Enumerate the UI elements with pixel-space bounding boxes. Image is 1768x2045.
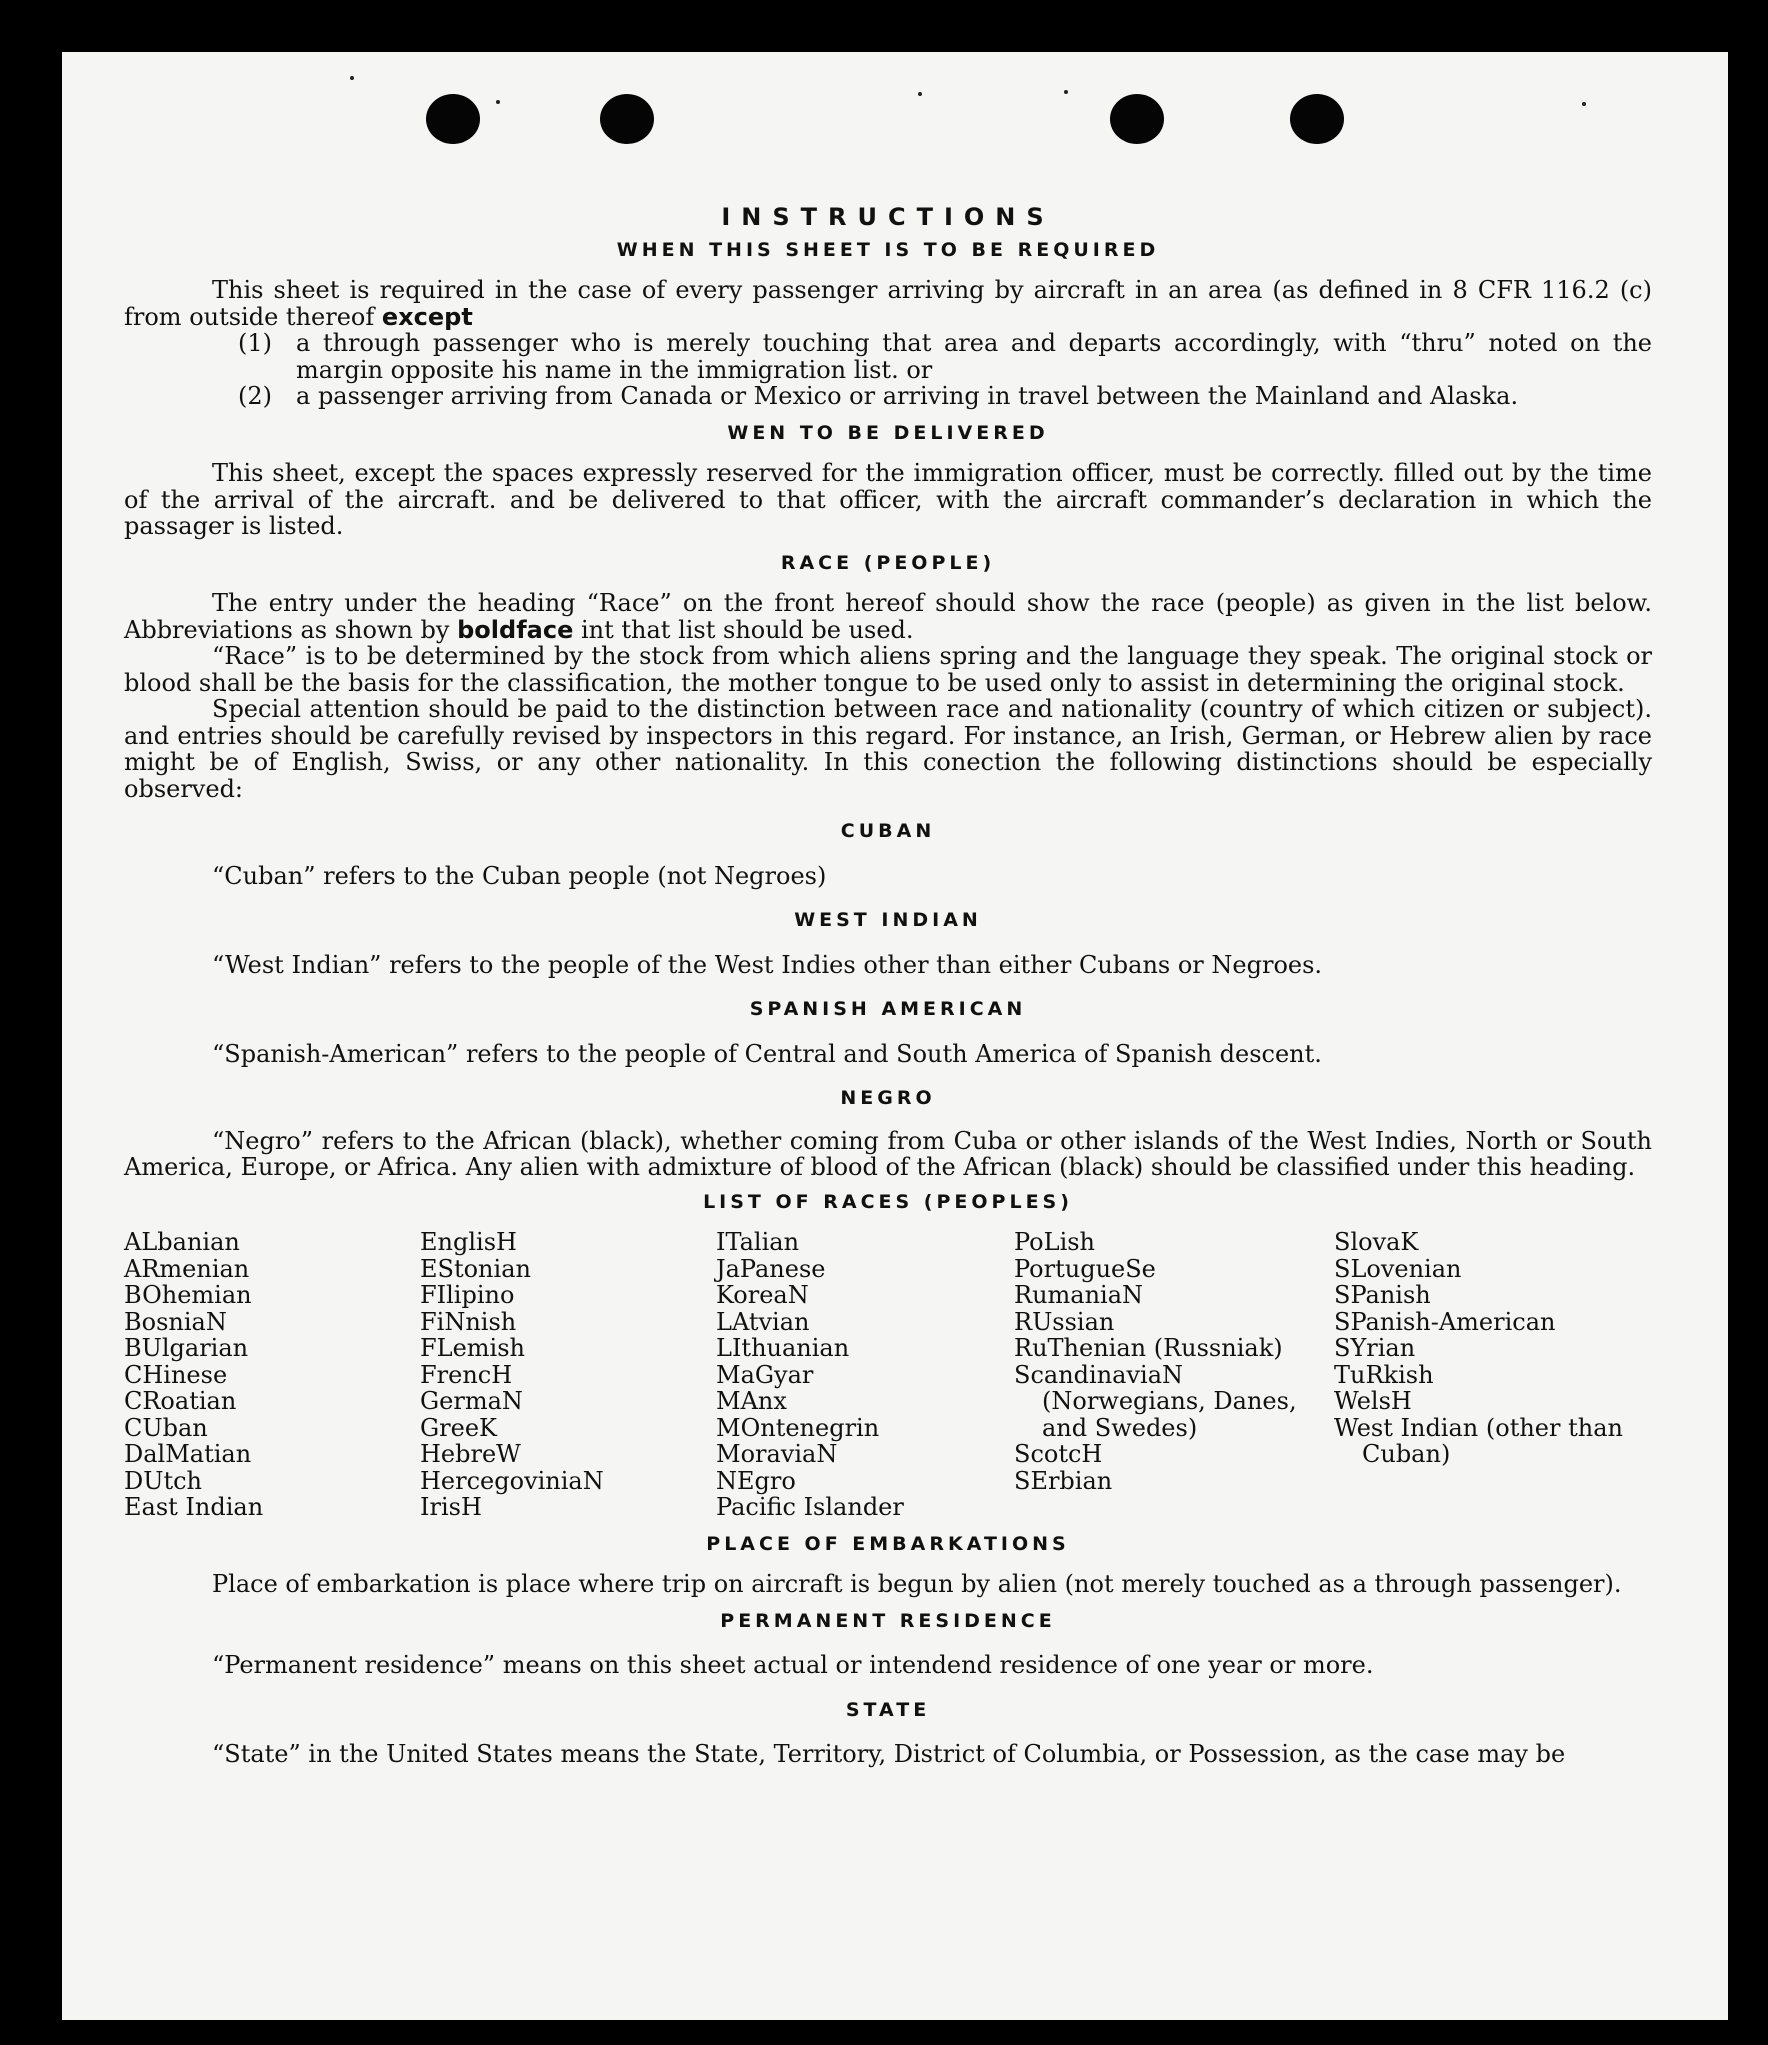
speck	[1582, 102, 1586, 106]
race-item: DUtch	[124, 1466, 203, 1495]
speck	[918, 92, 922, 96]
race-item: JaPanese	[716, 1254, 826, 1283]
race-item: NEgro	[716, 1466, 796, 1495]
punch-hole	[426, 94, 480, 144]
race-item: CHinese	[124, 1360, 228, 1389]
heading-list-of-races: LIST OF RACES (PEOPLES)	[703, 1190, 1073, 1213]
paragraph-when-required: This sheet is required in the case of every passenger arriving by aircraft in an area (as defined in 8 CFR 116.2 (c) from outside thereof except	[124, 276, 1652, 331]
heading-spanish-american: SPANISH AMERICAN	[749, 998, 1027, 1020]
speck	[1064, 90, 1068, 94]
race-item: East Indian	[124, 1493, 264, 1521]
race-item: SlovaK	[1334, 1228, 1419, 1256]
race-item: WelsH	[1334, 1387, 1412, 1415]
paragraph-spanish-american: “Spanish-American” refers to the people of Central and South America of Spanish descent.	[212, 1039, 1322, 1068]
race-item: West Indian (other than Cuban)	[1334, 1413, 1623, 1468]
race-item: SYrian	[1334, 1334, 1416, 1362]
race-item: EnglisH	[420, 1228, 517, 1256]
race-item: CRoatian	[124, 1387, 237, 1415]
race-item: GreeK	[420, 1413, 497, 1442]
race-column	[124, 1229, 420, 1521]
paragraph-when-delivered: This sheet, except the spaces expressly reserved for the immigration officer, must be correctly. filled out by the time of the arrival of the aircraft. and be delivered to that officer, with the aircraft commander’s declaration in which the passager is listed.	[124, 459, 1652, 540]
race-item: GermaN	[420, 1387, 523, 1415]
exception-item: (1) a through passenger who is merely touching that area and departs accordingly, with “thru” noted on the margin opposite his name in the immigration list. or	[238, 329, 1652, 384]
race-column	[716, 1229, 1014, 1521]
bold-except: except	[381, 302, 473, 331]
race-item: FLemish	[420, 1334, 525, 1362]
race-item: RUssian	[1014, 1307, 1115, 1336]
race-item: TuRkish	[1334, 1360, 1434, 1389]
race-item: HebreW	[420, 1440, 521, 1468]
race-item: CUban	[124, 1413, 208, 1442]
heading-race: RACE (PEOPLE)	[780, 551, 996, 574]
race-item: BUlgarian	[124, 1334, 249, 1362]
race-list	[124, 1229, 1652, 1521]
race-item: BosniaN	[124, 1307, 227, 1336]
race-item: HercegoviniaN	[420, 1466, 604, 1495]
race-item: ARmenian	[124, 1254, 250, 1283]
race-item: LIthuanian	[716, 1334, 850, 1362]
race-item: FrencH	[420, 1360, 513, 1389]
page-title: INSTRUCTIONS	[721, 203, 1055, 231]
race-item: SErbian	[1014, 1466, 1113, 1495]
race-item: Pacific Islander	[716, 1493, 904, 1521]
punch-hole	[1290, 94, 1344, 144]
paragraph-place-of-embarkation: Place of embarkation is place where trip on aircraft is begun by alien (not merely touched as a through passenger).	[212, 1570, 1622, 1598]
paragraph-permanent-residence: “Permanent residence” means on this sheet actual or intendend residence of one year or more.	[212, 1651, 1374, 1679]
heading-place-of-embarkation: PLACE OF EMBARKATIONS	[706, 1532, 1070, 1555]
race-item: FiNnish	[420, 1307, 517, 1336]
speck	[350, 76, 354, 80]
punch-hole	[600, 94, 654, 144]
heading-permanent-residence: PERMANENT RESIDENCE	[720, 1609, 1056, 1632]
paragraph-race-3: Special attention should be paid to the distinction between race and nationality (country of which citizen or subject). and entries should be carefully revised by inspectors in this regard. For instance, an Irish, German, or Hebrew alien by race might be of English, Swiss, or any other nationality. In this conection the following distinctions should be especially observed:	[124, 695, 1652, 803]
race-item: ALbanian	[124, 1228, 240, 1256]
race-item: MAnx	[716, 1387, 787, 1415]
paragraph-cuban: “Cuban” refers to the Cuban people (not Negroes)	[212, 861, 827, 890]
race-column	[1014, 1229, 1334, 1521]
race-column	[420, 1229, 716, 1521]
race-item: BOhemian	[124, 1281, 252, 1309]
race-item: LAtvian	[716, 1307, 810, 1336]
paragraph-west-indian: “West Indian” refers to the people of the West Indies other than either Cubans or Negroes.	[212, 950, 1323, 979]
race-item: KoreaN	[716, 1281, 809, 1309]
race-item: RuThenian (Russniak)	[1014, 1334, 1283, 1362]
race-item: MaGyar	[716, 1360, 814, 1389]
heading-when-delivered: WEN TO BE DELIVERED	[727, 421, 1049, 444]
race-item: SPanish-American	[1334, 1307, 1556, 1336]
race-item: DalMatian	[124, 1440, 252, 1468]
race-item: ScotcH	[1014, 1440, 1103, 1468]
race-item: PoLish	[1014, 1228, 1096, 1256]
race-item: RumaniaN	[1014, 1281, 1144, 1309]
paragraph-race-2: “Race” is to be determined by the stock from which aliens spring and the language they speak. The original stock or blood shall be the basis for the classification, the mother tongue to be used only to assist in determining the original stock.	[124, 642, 1652, 697]
race-item: ScandinaviaN (Norwegians, Danes, and Swedes)	[1014, 1360, 1297, 1442]
heading-negro: NEGRO	[840, 1087, 936, 1109]
heading-when-required: WHEN THIS SHEET IS TO BE REQUIRED	[616, 238, 1160, 261]
race-item: ITalian	[716, 1228, 800, 1256]
race-item: MoraviaN	[716, 1440, 838, 1468]
paragraph-negro: “Negro” refers to the African (black), whether coming from Cuba or other islands of the West Indies, North or South America, Europe, or Africa. Any alien with admixture of blood of the African (black) should be classified under this heading.	[124, 1126, 1652, 1181]
document-page	[62, 52, 1728, 2020]
heading-west-indian: WEST INDIAN	[794, 909, 982, 931]
race-item: SPanish	[1334, 1281, 1431, 1309]
race-item: MOntenegrin	[716, 1413, 880, 1442]
speck	[496, 100, 500, 104]
heading-state: STATE	[845, 1698, 931, 1721]
instructions-content	[124, 192, 1652, 1768]
race-item: FIlipino	[420, 1281, 515, 1309]
paragraph-race-1: The entry under the heading “Race” on the front hereof should show the race (people) as given in the list below. Abbreviations as shown by boldface int that list should be used.	[124, 589, 1652, 644]
paragraph-state: “State” in the United States means the State, Territory, District of Columbia, or Possession, as the case may be	[212, 1740, 1566, 1768]
race-column	[1334, 1229, 1652, 1521]
race-item: SLovenian	[1334, 1254, 1462, 1283]
race-item: PortugueSe	[1014, 1254, 1156, 1283]
bold-boldface: boldface	[457, 615, 574, 644]
exception-item: (2) a passenger arriving from Canada or Mexico or arriving in travel between the Mainland and Alaska.	[238, 382, 1519, 410]
heading-cuban: CUBAN	[840, 820, 936, 842]
race-item: IrisH	[420, 1493, 482, 1521]
race-item: EStonian	[420, 1254, 531, 1283]
punch-hole	[1110, 94, 1164, 144]
